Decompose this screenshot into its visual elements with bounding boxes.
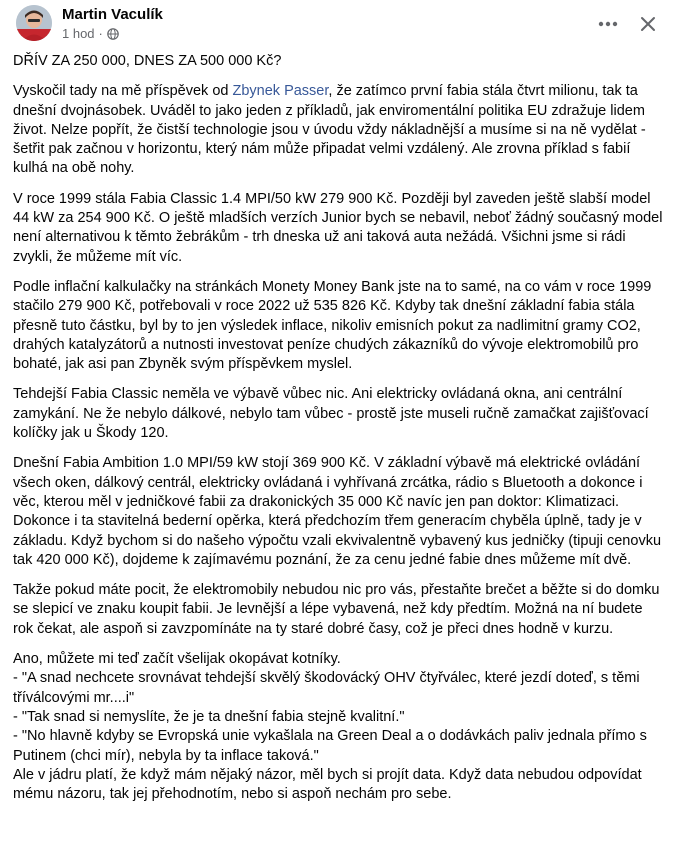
post-body [13, 52, 665, 815]
paragraph-7-intro: Ano, můžete mi teď začít všelijak okopávat kotníky. [13, 651, 341, 668]
more-options-button[interactable] [592, 8, 624, 40]
paragraph-7 [13, 650, 665, 804]
globe-icon[interactable] [107, 28, 119, 40]
post-headline: DŘÍV ZA 250 000, DNES ZA 500 000 Kč? [13, 53, 282, 69]
paragraph-1-rest: , že zatímco první fabia stála čtvrt milionu, tak ta dnešní dvojnásobek. Uváděl to jako jeden z příkladů, jak enviromentální politika EU zdražuje lidem život. Nelze popřít, že čistší technologie jsou v úvodu vždy nákladnější a musíme si na ně vydělat - šetřit pak začnou v horizontu, který nám může připadat velmi vzdálený. Ale zrovna příklad s fabií kulhá na obě nohy. [13, 83, 646, 177]
paragraph-4: Tehdejší Fabia Classic neměla ve výbavě vůbec nic. Ani elektricky ovládaná okna, ani centrální zamykání. Ne že nebylo dálkové, nebylo tam vůbec - prostě jste museli ručně zamačkat zajišťovací kolíčky jak u Škody 120. [13, 386, 649, 442]
post-meta [62, 26, 119, 42]
paragraph-6: Takže pokud máte pocit, že elektromobily nebudou nic pro vás, přestaňte brečet a běžte si do domku se slepicí ve znaku koupit fabii. Je levnější a lépe vybavená, než kdy předtím. Možná na ní budete rok čekat, ale aspoň si zavzpomínáte na ty staré dobré časy, což je přeci dnes hodně v kurzu. [13, 582, 660, 637]
mention-link[interactable]: Zbynek Passer [232, 83, 329, 100]
quote-1: - "A snad nechcete srovnávat tehdejší skvělý škodovácký OHV čtyřválec, které jezdí doteď, s těmi tříválcovými mr....i" [13, 670, 640, 706]
quote-2: - "Tak snad si nemyslíte, že je ta dnešní fabia stejně kvalitní." [13, 708, 405, 725]
meta-separator: · [98, 26, 103, 41]
paragraph-1 [13, 82, 665, 178]
post-header [0, 0, 674, 50]
author-name[interactable]: Martin Vaculík [62, 6, 163, 23]
paragraph-7-end: Ale v jádru platí, že když mám nějaký názor, měl bych si projít data. Když data nebudou odpovídat mému názoru, tak jej přehodnotím, nebo si aspoň nechám pro sebe. [13, 766, 642, 803]
avatar-photo-icon [16, 5, 52, 41]
post-timestamp[interactable]: 1 hod [62, 26, 95, 41]
paragraph-2: V roce 1999 stála Fabia Classic 1.4 MPI/50 kW 279 900 Kč. Později byl zaveden ještě slabší model 44 kW za 254 900 Kč. O ještě mladších verzích Junior bych se nebavil, neboť žádný současný model není alternativou k těmto žebrákům - trh dneska už ani taková auta nežádá. Všichni jsme si rádi zvykli, že můžeme mít víc. [13, 190, 663, 265]
paragraph-1-start: Vyskočil tady na mě příspěvek od [13, 83, 233, 100]
more-horizontal-icon [598, 21, 618, 27]
close-button[interactable] [632, 8, 664, 40]
close-icon [640, 16, 656, 32]
author-avatar[interactable] [16, 5, 52, 41]
quote-3: - "No hlavně kdyby se Evropská unie vykašlala na Green Deal a o dodávkách paliv jednala přímo s Putinem (chci mír), nebyla by ta inflace taková." [13, 728, 647, 764]
paragraph-5: Dnešní Fabia Ambition 1.0 MPI/59 kW stojí 369 900 Kč. V základní výbavě má elektrické ovládání všech oken, dálkový centrál, elektricky ovládaná i vyhřívaná zrcátka, rádio s Bluetooth a dokonce i věc, kterou měl v jedničkové fabii za drakonických 35 000 Kč navíc jen pan doktor: Klimatizaci. Dokonce i ta stavitelná bederní opěrka, která předchozím třem generacím chyběla úplně, tady je v základu. Když bychom si do našeho výpočtu vzali ekvivalentně vybavený kus jedničky (tipuji cenovku tak 420 000 Kč), dojdeme k zajímavému poznání, že za cenu jedné fabie dnes můžeme mít dvě. [13, 455, 662, 568]
paragraph-3: Podle inflační kalkulačky na stránkách Monety Money Bank jste na to samé, na co vám v roce 1999 stačilo 279 900 Kč, potřebovali v roce 2022 už 535 826 Kč. Kdyby tak dnešní základní fabia stála přesně tuto částku, byl by to jen výsledek inflace, nikoliv emisních pokut za nadlimitní gramy CO2, drahých katalyzátorů a nutnosti investovat peníze chudých zákazníků do vývoje elektromobilů pro bohaté, jak asi pan Zbyněk svým příspěvkem myslel. [13, 278, 652, 373]
